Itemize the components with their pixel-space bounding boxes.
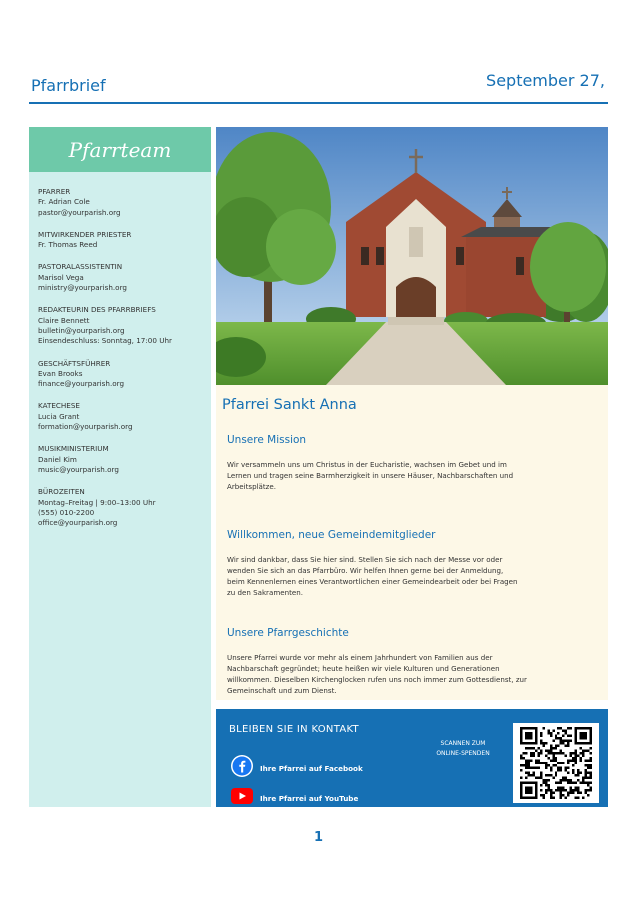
bulletin-title: Pfarrbrief bbox=[31, 76, 106, 95]
donate-caption-line: ONLINE-SPENDEN bbox=[436, 750, 490, 757]
section-heading: Unsere Mission bbox=[227, 434, 307, 446]
staff-entry bbox=[38, 187, 202, 218]
staff-role: GESCHÄFTSFÜHRER bbox=[38, 358, 111, 368]
staff-role: REDAKTEURIN DES PFARRBRIEFS bbox=[38, 305, 156, 315]
staff-name: Lucia Grant bbox=[38, 411, 80, 421]
staff-entry bbox=[38, 401, 202, 432]
office-hours: Montag–Freitag | 9:00–13:00 Uhr bbox=[38, 497, 156, 507]
donation-qr-code[interactable] bbox=[513, 723, 599, 803]
staff-role: PFARRER bbox=[38, 187, 71, 196]
staff-email: ministry@yourparish.org bbox=[38, 283, 127, 293]
contact-title: BLEIBEN SIE IN KONTAKT bbox=[229, 724, 359, 735]
body-line: zu den Sakramenten. bbox=[227, 588, 303, 597]
staff-email: pastor@yourparish.org bbox=[38, 207, 121, 217]
office-email: office@yourparish.org bbox=[38, 518, 118, 528]
history-section bbox=[227, 627, 557, 696]
body-line: Unsere Pfarrei wurde vor mehr als einem Jahrhundert von Familien aus der bbox=[227, 653, 493, 662]
staff-role: BÜROZEITEN bbox=[38, 487, 85, 497]
section-body bbox=[227, 459, 557, 492]
section-heading: Willkommen, neue Gemeindemitglieder bbox=[227, 529, 436, 541]
section-body bbox=[227, 554, 557, 598]
staff-role: MUSIKMINISTERIUM bbox=[38, 444, 109, 454]
qr-code-icon bbox=[520, 727, 592, 799]
body-line: Wir sind dankbar, dass Sie hier sind. Stellen Sie sich nach der Messe vor oder bbox=[227, 555, 503, 564]
parish-name: Pfarrei Sankt Anna bbox=[222, 397, 357, 413]
staff-name: Daniel Kim bbox=[38, 454, 77, 464]
bulletin-date: September 27, bbox=[486, 71, 605, 90]
youtube-icon bbox=[231, 788, 253, 808]
parish-info-panel bbox=[216, 385, 608, 700]
staff-sidebar bbox=[29, 127, 211, 807]
body-line: Arbeitsplätze. bbox=[227, 482, 277, 491]
body-line: Gemeinschaft und zum Dienst. bbox=[227, 686, 337, 695]
staff-name: Evan Brooks bbox=[38, 368, 83, 378]
facebook-icon bbox=[231, 755, 253, 781]
welcome-section bbox=[227, 529, 557, 598]
page-number: 1 bbox=[313, 830, 324, 845]
section-body bbox=[227, 652, 557, 696]
office-phone: (555) 010-2200 bbox=[38, 507, 95, 517]
donate-caption bbox=[423, 739, 503, 759]
staff-name: Fr. Adrian Cole bbox=[38, 197, 90, 207]
staff-role: PASTORALASSISTENTIN bbox=[38, 262, 123, 272]
section-heading: Unsere Pfarrgeschichte bbox=[227, 627, 349, 639]
staff-entry bbox=[38, 305, 202, 346]
facebook-label: Ihre Pfarrei auf Facebook bbox=[260, 763, 363, 773]
staff-name: Claire Bennett bbox=[38, 315, 90, 325]
body-line: willkommen. Dieselben Kirchenglocken rufen uns noch immer zum Gottesdienst, zur bbox=[227, 675, 527, 684]
staff-note: Einsendeschluss: Sonntag, 17:00 Uhr bbox=[38, 336, 172, 346]
sidebar-title: Pfarrteam bbox=[68, 137, 172, 162]
contact-panel bbox=[216, 709, 608, 807]
staff-role: KATECHESE bbox=[38, 401, 80, 411]
facebook-link[interactable] bbox=[231, 755, 363, 781]
mission-section bbox=[227, 434, 557, 492]
body-line: Nachbarschaft gegründet; heute heißen wir viele Kulturen und Generationen bbox=[227, 664, 500, 673]
staff-list bbox=[29, 172, 211, 528]
staff-name: Fr. Thomas Reed bbox=[38, 240, 98, 250]
staff-name: Marisol Vega bbox=[38, 272, 84, 282]
staff-entry bbox=[38, 262, 202, 293]
staff-entry bbox=[38, 487, 202, 528]
body-line: Wir versammeln uns um Christus in der Eucharistie, wachsen im Gebet und im bbox=[227, 460, 507, 469]
staff-entry bbox=[38, 230, 202, 251]
youtube-link[interactable] bbox=[231, 788, 358, 808]
staff-role: MITWIRKENDER PRIESTER bbox=[38, 229, 132, 239]
body-line: wenden Sie sich an das Pfarrbüro. Wir helfen Ihnen gerne bei der Anmeldung, bbox=[227, 566, 504, 575]
donate-caption-line: SCANNEN ZUM bbox=[440, 740, 486, 747]
staff-email: finance@yourparish.org bbox=[38, 379, 125, 389]
sidebar-header bbox=[29, 127, 211, 172]
body-line: beim Kennenlernen eines Verantwortlichen einer Gemeindearbeit oder bei Fragen bbox=[227, 577, 518, 586]
header-divider bbox=[29, 102, 608, 104]
staff-email: bulletin@yourparish.org bbox=[38, 325, 125, 335]
staff-email: formation@yourparish.org bbox=[38, 422, 133, 432]
youtube-label: Ihre Pfarrei auf YouTube bbox=[260, 793, 359, 803]
body-line: Lernen und tragen seine Barmherzigkeit in unsere Häuser, Nachbarschaften und bbox=[227, 471, 514, 480]
church-photo bbox=[216, 127, 608, 385]
staff-email: music@yourparish.org bbox=[38, 464, 119, 474]
staff-entry bbox=[38, 444, 202, 475]
staff-entry bbox=[38, 359, 202, 390]
